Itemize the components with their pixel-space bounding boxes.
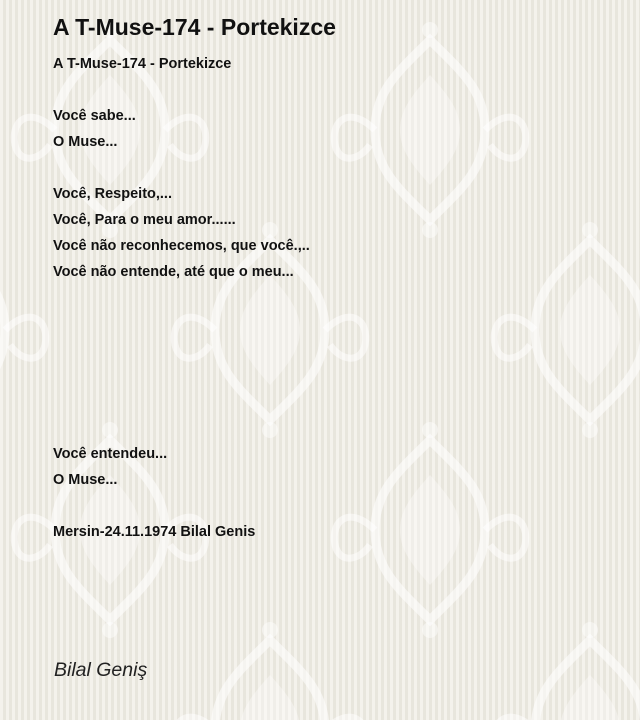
poem-line: Você, Para o meu amor......: [53, 212, 236, 228]
poem-line: O Muse...: [53, 472, 118, 488]
poem-line: Você não entende, até que o meu...: [53, 264, 294, 280]
poem-blank-line: [53, 311, 613, 337]
poem-blank-line: [53, 389, 613, 415]
poem-line: A T-Muse-174 - Portekizce: [53, 56, 232, 72]
poem-blank-line: [53, 77, 613, 103]
poem-body: [53, 51, 613, 545]
poem-blank-line: [53, 363, 613, 389]
poem-blank-line: [53, 415, 613, 441]
poem-line: Você não reconhecemos, que você.,..: [53, 238, 310, 254]
poem-blank-line: [53, 493, 613, 519]
poem-line: Mersin-24.11.1974 Bilal Genis: [53, 524, 256, 540]
poem-blank-line: [53, 285, 613, 311]
poem-blank-line: [53, 337, 613, 363]
page-title: A T-Muse-174 - Portekizce: [53, 14, 336, 40]
author-name: Bilal Geniş: [54, 659, 148, 681]
poem-blank-line: [53, 155, 613, 181]
poem-line: O Muse...: [53, 134, 118, 150]
poem-line: Você, Respeito,...: [53, 186, 172, 202]
poem-line: Você entendeu...: [53, 446, 168, 462]
poem-line: Você sabe...: [53, 108, 136, 124]
